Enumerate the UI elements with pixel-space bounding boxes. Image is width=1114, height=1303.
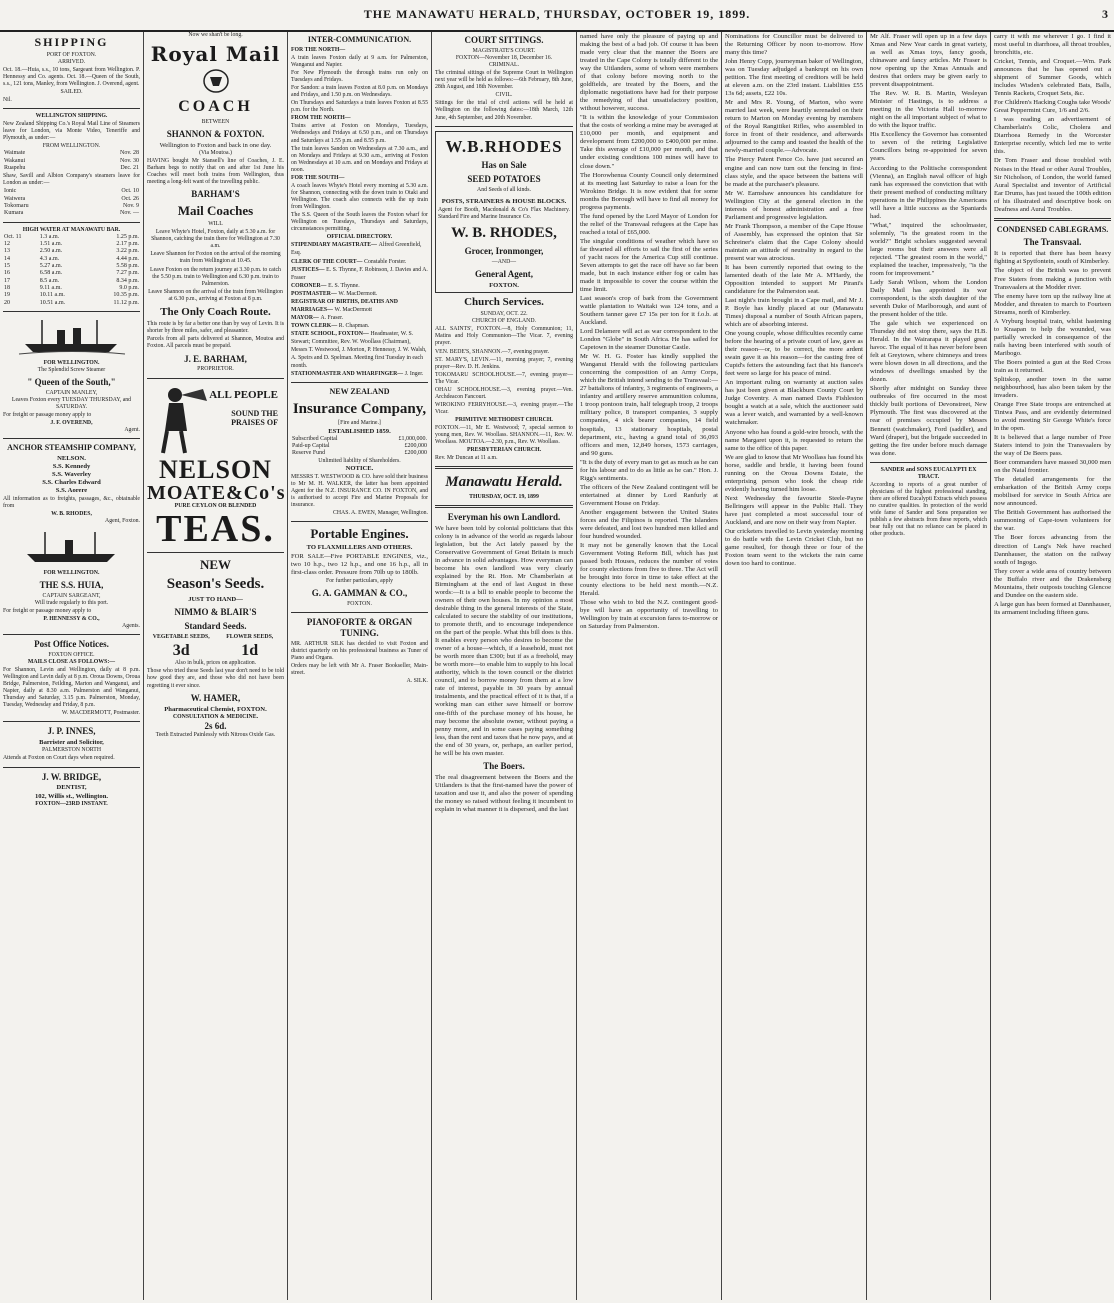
cable-item: The Boer forces advancing from the direction of Lang's Nek have reached Dannhauser, the station on the railway south of Ingogo. xyxy=(994,534,1111,566)
cable-item: A large gun has been formed at Dannhauser, its armament including fifteen guns. xyxy=(994,600,1111,616)
from-north-text: Trains arrive at Foxton on Mondays, Tuesdays, Wednesdays and Fridays at 6.50 p.m., and on Thursdays and Saturdays at 1.55 p.m. and 8.55 p.m. xyxy=(291,123,428,144)
gamman-town: FOXTON. xyxy=(347,601,372,607)
leave-2: Leave Shannon for Foxton on the arrival of the morning train from Wellington at 10.45. xyxy=(150,251,281,265)
seed-prices xyxy=(147,634,284,661)
orders-text: Orders may be left with Mr A. Fraser Bookseller, Main-street. xyxy=(291,663,428,677)
proprietor: PROPRIETOR. xyxy=(197,366,234,373)
table-row: Subscribed Capital £1,000,000. xyxy=(292,435,427,442)
piano-tuning: PIANOFORTE & ORGAN TUNING. xyxy=(306,617,413,639)
established: ESTABLISHED 1859. xyxy=(328,427,391,435)
church-entry: WIROKINO FERRYHOUSE.—3, evening prayer.—The Vicar. xyxy=(435,401,573,416)
hamer-name: W. HAMER, xyxy=(190,692,241,703)
church-entry: VEN. BEDE'S, SHANNON.—7, evening prayer. xyxy=(435,348,550,355)
cable-item: The object of the British was to prevent Free Staters from making a junction with Transvaalers at the Modder river. xyxy=(994,267,1111,291)
boers-title: The Boers. xyxy=(483,760,525,771)
list-item: STATE SCHOOL, FOXTON— Headmaster, W. S. Stewart; Committee, Rev. W. Woollass (Chairman), Messrs T. Westwood, J. Morton, P. Hennessy, J. W. Walsh, A. Speirs and D. Spelman. Meeting first Tuesday in each month. xyxy=(291,331,427,370)
moate-brand: MOATE&Co's xyxy=(147,481,286,504)
for-sale-text: FOR SALE—Five PORTABLE ENGINES, viz., two 10 h.p., two 12 h.p., and one 16 h.p., all in first-class order. Pressure from 70lb up to 180lb. xyxy=(291,552,428,576)
paragraph: Anyone who has found a gold-wire brooch, with the name Margaret upon it, is requested to return the same to the office of this paper. xyxy=(725,428,863,452)
table-row: Ionic Oct. 10 xyxy=(4,188,139,195)
silk-text: MR. ARTHUR SILK has decided to visit Foxton and district quarterly on his professional business as Tuner of Piano and Organs. xyxy=(291,641,428,662)
splendid-line: The Splendid Screw Steamer xyxy=(37,366,106,373)
court-sittings: COURT SITTINGS. xyxy=(464,35,544,45)
and-label: —AND— xyxy=(491,258,517,265)
civil-label: CIVIL. xyxy=(495,92,513,99)
teas-title: TEAS. xyxy=(156,507,275,550)
for-wellington-2: FOR WELLINGTON. xyxy=(43,569,100,576)
list-item: MAYOR— A. Fraser. xyxy=(291,314,344,321)
list-item: POSTMASTER— W. MacDermott. xyxy=(291,290,378,297)
will-label: WILL xyxy=(208,221,223,228)
foxton-instant: FOXTON—23RD INSTANT. xyxy=(35,800,108,807)
column-1 xyxy=(0,32,143,1300)
high-water-title: HIGH WATER AT MANAWATU BAR. xyxy=(22,226,121,233)
anchor-ship: NELSON. xyxy=(57,455,86,463)
sandon-2: The train leaves Sandon on Wednesdays at 7.30 a.m., and on Mondays and Fridays at 9.30 a.m., arriving at Foxton on Wednesdays at 10 a.m. and on Mondays and Fridays at noon. xyxy=(291,145,428,173)
paragraph: Shortly after midnight on Sunday three outbreaks of fire occurred in the most thickly built portions of Devonstreet, New Plymouth. The first was discovered at the rear of premises occupied by Messrs Bennett (watchmaker), Ford (saddler), and Ward (draper), but the brigade succeeded in getting the fire under before much damage was done. xyxy=(870,385,987,457)
official-directory: OFFICIAL DIRECTORY. xyxy=(326,234,393,241)
steamship-illustration xyxy=(17,530,127,566)
gamman-name: G. A. GAMMAN & CO., xyxy=(311,588,408,599)
cable-item: It is believed that a large number of Free Staters intend to join the Transvaalers by the way of De Beers pass. xyxy=(994,434,1111,458)
paragraph: "What," inquired the schoolmaster, solemnly, "is the greatest room in the world?" Bright scholars suggested several large rooms but their answers were all rejected. "The greatest room in the world," explained the teacher, impressively, "is the room for improvement." xyxy=(870,221,987,277)
sanders-text: According to reports of a great number of physicians of the highest professional standing, there are offered Eucalypti Extracts which possess no curative qualities. In protection of the world wide fame of Sander and Sons preparation we publish a few abstracts from these reports, which bear fully out that no reliance can be placed in other products. xyxy=(870,481,987,538)
paragraph: Next Wednesday the favourite Steele-Payne Bellringers will appear in the Public Hall. They have just completed a most successful tour of Auckland, and are now on their way from Napier. xyxy=(725,494,863,526)
column-8 xyxy=(991,32,1114,1300)
paragraph: Last season's crop of bark from the Government wattle plantation to Waitaki was 124 tons, and a Southern tanner gave £7 15s per ton for it f.o.b. at Auckland. xyxy=(580,295,718,327)
herald-title: Manawatu Herald. xyxy=(445,474,563,491)
paragraph: One young couple, whose difficulties recently came before the hearing of a private court of law, gave as their reason—or, to be correct, the more ardent swain gave it as his reason—for the casting free of Cupid's fetters the astounding fact that his fiancee's feet were so large for his peace of mind. xyxy=(725,330,863,378)
leave-4: Leave Shannon on the arrival of the train from Wellington at 6.30 p.m., arriving at Foxton at 8 p.m. xyxy=(148,288,283,302)
table-row: 14 4.3 a.m. 4.44 p.m. xyxy=(4,255,139,262)
church-entry: OHAU SCHOOLHOUSE.—3, evening prayer.—Ven. Archdeacon Fancourt. xyxy=(435,386,573,400)
paragraph: John Henry Copp, journeyman baker of Wellington, was on Tuesday adjudged a bankrupt on his own petition. The first meeting of creditors will be held at eleven a.m. on the 23rd instant. Liabilities £55 13s 6d; assets, £22 10s. xyxy=(725,58,863,98)
condensed-title: CONDENSED CABLEGRAMS. xyxy=(996,224,1109,234)
column-4 xyxy=(432,32,576,1300)
cable-item: Splitskop, another town in the same neighbourhood, has also been taken by the invaders. xyxy=(994,375,1111,399)
palmerston: PALMERSTON NORTH xyxy=(41,747,102,754)
shannon-foxton: SHANNON & FOXTON. xyxy=(166,129,265,140)
sailed-label: SAILED. xyxy=(60,88,83,95)
cable-item: The detailed arrangements for the embarkation of the British Army corps mobilised for service in South Africa are now announced. xyxy=(994,476,1111,508)
paragraph: His Excellency the Governor has consented to seven of the retiring Legislative Councillors being re-appointed for seven years. xyxy=(870,131,987,163)
south-text: A coach leaves Whyte's Hotel every morning at 5.30 a.m. for Shannon, connecting with the down train to Otaki and Wellington. The coach also connects with the up train from Wellington. xyxy=(291,182,428,211)
column-6 xyxy=(722,32,866,1300)
table-row: Kumara Nov. — xyxy=(4,210,139,217)
anchor-info: All information as to freights, passages, &c., obtainable from xyxy=(3,496,140,510)
paragraph: Dr Tom Fraser and those troubled with Noises in the Head or other Aural Troubles, Sir Nicholson, of London, the world famed Aural Specialist and inventor of Artificial Ear Drums, has just issued the 100th edition of his illustrated and descriptive book on Deafness and Aural Troubles. xyxy=(994,157,1111,213)
anchor-title: ANCHOR STEAMSHIP COMPANY, xyxy=(7,443,136,453)
paragraph: The fund opened by the Lord Mayor of London for the relief of the Transvaal refugees at the Cape has reached a total of £65,000. xyxy=(580,212,718,236)
list-item: CLERK OF THE COURT— Constable Forster. xyxy=(291,258,407,265)
table-row: 12 1.51 a.m. 2.17 p.m. xyxy=(4,241,139,248)
cable-item: The Boers pointed a gun at the Red Cross train as it returned. xyxy=(994,358,1111,374)
church-entry: TOKOMARU SCHOOLHOUSE.—7, evening prayer—The Vicar. xyxy=(435,371,573,385)
just-to-hand: JUST TO HAND— xyxy=(188,595,243,603)
wb-rhodes-2: W. B. RHODES, xyxy=(451,225,557,242)
anchor-ship: S.S. Kennedy xyxy=(52,463,91,471)
hennessy-name: P. HENNESSY & CO., xyxy=(43,615,100,622)
paragraph: Lord Delamere will act as war correspondent to the London "Globe" in South Africa. He has sailed for Capetown in the steamer Dunottar Castle. xyxy=(580,328,718,352)
further-particulars: For further particulars, apply xyxy=(326,577,393,584)
sanders-title: SANDER and SONS EUCALYPTI EX TRACT. xyxy=(880,466,977,480)
criminal-text: The criminal sittings of the Supreme Court in Wellington next year will be held as follows:—6th February, 8th June, 28th August, and 18th November. xyxy=(435,70,573,91)
leave-1: Leave Whyte's Hotel, Foxton, daily at 5.30 a.m. for Shannon, catching the train there for Wellington at 7.30 a.m. xyxy=(151,229,280,250)
nz-shipping-text: New Zealand Shipping Co.'s Royal Mail Line of Steamers leave for London, via Monte Video, Teneriffe and Plymouth, as under:— xyxy=(3,121,140,142)
post-notices: Post Office Notices. xyxy=(34,638,109,649)
page-number: 3 xyxy=(1102,7,1108,21)
paragraph: Cricket, Tennis, and Croquet.—Wm. Park announces that he has opened out a shipment of Summer Goods, which includes Wisden's celebrated Bats, Balls, Tennis Rackets, Croquet Sets, &c. xyxy=(994,58,1111,98)
consultation: CONSULTATION & MEDICINE. xyxy=(172,713,259,720)
table-row: Wakanui Nov. 30 xyxy=(4,157,139,164)
mails-text: For Shannon, Levin and Wellington, daily at 8 p.m. Wellington and Levin daily at 8 p.m. Oroua Downs, Oroua Bridge, Palmerston, Feilding, Marton and Wanganui, and Napier, daily at 8.30 a.m. Palmerston and Wanganui, Thursday and Saturday, 3.15 p.m. Palmerston, Monday, Tuesday, Wednesday and Friday, 8 p.m. xyxy=(3,666,140,709)
table-row: 19 10.11 a.m. 10.35 p.m. xyxy=(4,292,139,299)
wellington-shipping: WELLINGTON SHIPPING. xyxy=(35,113,108,120)
paragraph: "It is the duty of every man to get as much as he can for his labour and to do as little as he can." Hon. J. Rigg's sentiments. xyxy=(580,458,719,482)
leaves-line: Leaves Foxton every TUESDAY THURSDAY, and SATURDAY. xyxy=(11,397,132,411)
paragraph: Last night's train brought in a Cape mail, and Mr J. P. Boyle has kindly placed at our (Manawatu Times) disposal a number of South African papers, which are of absorbing interest. xyxy=(725,297,863,329)
sailed-text: Nil. xyxy=(3,97,12,103)
paragraph: According to the Politische correspondent (Vienna), an English naval officer of high rank has expressed the conviction that with their present method of conducting military operations in the Philippines the Americans will have a little success as the Spaniards had. xyxy=(870,164,987,220)
bulk-line: Also in bulk, prices on application. xyxy=(174,660,257,667)
ship-schedule-1 xyxy=(3,150,140,172)
directory-list xyxy=(291,241,428,378)
table-row: Paid-up Capital £200,000 xyxy=(292,442,427,449)
paragraph: Another engagement between the United States forces and the Filipinos is reported. The Islanders were defeated, and lost two hundred men killed and four hundred wounded. xyxy=(580,508,718,540)
paragraph: Mr W. Earnshaw announces his candidature for Wellington City at the general election in the interests of honest administration and a free Parliament and progressive legislation. xyxy=(725,189,863,221)
huia-captain: CAPTAIN SARGEANT, xyxy=(42,592,101,599)
paragraph: "It is within the knowledge of your Commission that the costs of working a mine may be averaged at £10,000 per month, and equipment and development from £200,000 to £400,000 per mine. Take this average of £10,000 per month, and that under existing conditions 100 mines will have to close down." xyxy=(580,114,718,170)
wellington-day: Wellington to Foxton and back in one day. xyxy=(159,142,272,149)
anchor-ship: S.S. Aorere xyxy=(55,487,88,495)
primitive-text: FOXTON.—11, Mr E. Westwood; 7, special sermon to young men, Rev. W. Woollass. SHANNON.—11, Rev. W. Woollass. MOUTOA.—2.30, p.m., Rev. W. Woollass. xyxy=(435,425,573,446)
flower-label: FLOWER SEEDS, xyxy=(226,633,274,640)
everyman-title: Everyman his own Landlord. xyxy=(447,511,561,522)
church-entry: ALL SAINTS', FOXTON.—8, Holy Communion; 11, Matins and Holy Communion—The Vicar. 7, evening prayer. xyxy=(435,326,573,347)
table-row: 18 9.11 a.m. 9.0 p.m. xyxy=(4,284,139,291)
presby-text: Rev. Mr Duncan at 11 a.m. xyxy=(435,455,498,462)
paragraph: carry it with me wherever I go. I find it most useful in diarrhoea, all throat troubles, bronchitis, etc. xyxy=(994,33,1111,57)
capital-table xyxy=(291,436,428,458)
seed-potatoes: SEED POTATOES xyxy=(467,174,541,185)
nelson-brand: NELSON xyxy=(159,454,272,484)
freight-line: For freight or passage money apply to xyxy=(3,412,92,419)
hennessy-agents: Agents. xyxy=(122,622,140,629)
from-north: FROM THE NORTH— xyxy=(291,115,351,122)
church-services: Church Services. xyxy=(464,295,544,308)
paragraph: Those who wish to bid the N.Z. contingent good-bye will have an opportunity of travelling to Wellington by train at excursion fares to-morrow or on Saturday from Palmerston. xyxy=(580,599,718,631)
leave-3: Leave Foxton on the return journey at 3.30 p.m. to catch the 5.50 p.m. train to Wellington and 6.30 p.m. train to Palmerston. xyxy=(150,266,281,287)
column-5 xyxy=(577,32,721,1300)
general-agent: General Agent, xyxy=(475,268,533,279)
rhodes-ad xyxy=(435,131,573,293)
standard-seeds: Standard Seeds. xyxy=(184,620,247,631)
paragraph: Our cricketers travelled to Levin yesterday morning to do battle with the Levin Cricket Club, but no game resulted, for though three or four of the Foxton team went to the wickets the rain came down too hard to continue. xyxy=(725,527,863,567)
new-label: NEW xyxy=(199,556,232,572)
table-row: Ruapehu Dec. 21 xyxy=(4,165,139,171)
via-moutoa: (Via Moutoa.) xyxy=(199,150,232,157)
those-text: Those who tried these Seeds last year don't need to be told how good they are, and those who did not have been regretting it ever since. xyxy=(147,668,284,689)
paragraph: Mr Frank Thompson, a member of the Cape House of Assembly, has expressed the opinion that Sir Schreiner's claim that the Cape Colony should maintain an attitude of neutrality in regard to the present war was atrocious. xyxy=(725,222,863,262)
postmaster: W. MACDERMOTT, Postmaster. xyxy=(61,710,140,717)
table-row: 17 8.5 a.m. 8.34 p.m. xyxy=(4,277,139,284)
paragraph: Mr Alf. Fraser will open up in a few days Xmas and New Year cards in great variety, as well as Xmas toys, fancy goods, chinaware and fancy articles. Mr Fraser is now opening up the Xmas Annuals and desires that orders may be given early to prevent disappointment. xyxy=(870,33,987,89)
list-item: JUSTICES— E. S. Thynne, F. Robinson, J. Davies and A. Fraser xyxy=(291,266,428,281)
masthead-title: THE MANAWATU HERALD, THURSDAY, OCTOBER 19, 1899. xyxy=(363,7,751,21)
trumpeter-block xyxy=(147,383,284,457)
trumpeter-figure xyxy=(151,385,211,455)
transvaal-title: The Transvaal. xyxy=(1023,237,1082,248)
unlimited: Unlimited liability of Shareholders. xyxy=(318,457,401,464)
paragraph: Lady Sarah Wilson, whom the London Daily Mail has appointed its war correspondent, is the sixth daughter of the seventh Duke of Marlborough, and aunt of the present holder of the title. xyxy=(870,278,987,319)
portable-engines: Portable Engines. xyxy=(310,525,409,541)
notice-title: NOTICE. xyxy=(345,464,374,472)
table-row: 15 5.27 a.m. 5.58 p.m. xyxy=(4,263,139,269)
rhodes-name: W. B. RHODES, xyxy=(51,511,92,518)
anchor-ship: S.S. Waverley xyxy=(52,471,91,479)
nz-insurance-label: NEW ZEALAND xyxy=(329,387,390,397)
table-row: Reserve Fund £200,000 xyxy=(292,450,427,457)
arrived-label: ARRIVED. xyxy=(57,58,86,65)
column-7 xyxy=(867,32,990,1300)
paragraph: The Rev. W. R. B. Martin, Wesleyan Minister of Hastings, is to address a meeting in the Victoria Hall to-morrow night on the all important subject of what to do with the liquor traffic. xyxy=(870,90,987,130)
paragraph: named have only the pleasure of paying up and making the best of a bad job. Of course it has been made very clear that the manner the Boers are treated in the Cape Colony is totally different to the way the Uitlanders, some of whom were members of that colony before moving north to the goldfields, are treated by the Boers, and the diplomatic negotiations have had for their purpose the remedying of that unsatisfactory position, without however, success. xyxy=(580,33,718,113)
rhodes-agent: Agent, Foxton. xyxy=(105,518,140,525)
cable-item: Orange Free State troops are entrenched at Tintwa Pass, and are evidently determined to avoid meeting Sir George White's force in the open. xyxy=(994,400,1111,433)
list-item: STIPENDIARY MAGISTRATE— Alfred Greenfield, Esq. xyxy=(291,242,422,257)
coach-title: COACH xyxy=(178,98,253,116)
queen-leaves: The S.S. Queen of the South leaves the Foxton wharf for Wellington on Tuesdays, Thursdays and Saturdays, circumstances permitting. xyxy=(291,212,428,233)
list-item: CORONER— E. S. Thynne. xyxy=(291,282,360,289)
seasons-seeds: Season's Seeds. xyxy=(166,576,265,593)
table-row: Waimate Nov. 28 xyxy=(4,150,139,157)
shaw-text: Shaw, Savill and Albion Company's steamers leave for London as under:— xyxy=(3,173,140,187)
masthead xyxy=(0,0,1114,32)
column-3 xyxy=(288,32,431,1300)
paragraph: The Horowhenua County Council only determined at its meeting last Saturday to raise a loan for the Wirokino Bridge. It is now evident that for some months the Borough will have to find all money for progress payments. xyxy=(580,171,718,211)
only-coach-text: This route is by far a better one than by way of Levin. It is shorter by three miles, safer, and pleasanter. xyxy=(147,321,284,335)
huia-trade: Will trade regularly to this port. xyxy=(34,599,109,606)
has-on-sale: Has on Sale xyxy=(481,160,527,171)
paragraph: It may not be generally known that the Local Government Voting Reform Bill, which has just passed both Houses, reduces the number of votes for county elections from five to three. The Act will be brought into force in time to take effect at the county elections to be held next month.—N.Z. Herald. xyxy=(580,541,718,598)
criminal-label: CRIMINAL. xyxy=(488,62,520,69)
paragraph: The singular conditions of weather which have so far thwarted all efforts to sail the first of the series of yacht races for the America Cup still continue. Seven attempts to get the race off have so far been made, but in each instance either fog or calm has made it impossible to cover the course within the time limit. xyxy=(580,237,718,293)
cable-item: Boer commanders have massed 30,000 men on the Natal frontier. xyxy=(994,459,1111,475)
list-item: STATIONMASTER AND WHARFINGER— J. Inger. xyxy=(291,371,424,378)
huia-title: THE S.S. HUIA, xyxy=(39,579,104,590)
plymouth: For New Plymouth the through trains run only on Tuesdays and Fridays. xyxy=(291,69,428,83)
mail-coaches: Mail Coaches xyxy=(177,203,254,219)
paragraph: The gale which we experienced on Thursday did not stop there, says the H.B. Herald. In the Wairarapa it played great havoc. The equal of it has never before been felt at Greytown, where chimneys and trees were blown down in all directions, and the windows of dwellings smashed by the dozen. xyxy=(870,320,987,384)
grocer: Grocer, Ironmonger, xyxy=(464,245,544,256)
foxton-office: FOXTON OFFICE. xyxy=(48,651,95,658)
paragraph: Mr and Mrs R. Young, of Marton, who were married last week, were heartily serenaded on their return to Marton on Monday evening by members of the Royal Rangitikei Rifles, who assembled in force in front of their residence, and afterwards adjourned to the camp and toasted the health of the newly-married couple.—Advocate. xyxy=(725,99,863,155)
parcels-text: Parcels from all parts delivered at Shannon, Moutoa and Foxton. All parcels must be prepaid. xyxy=(147,336,284,350)
jeb-name: J. E. BARHAM, xyxy=(184,353,247,364)
captain-line: CAPTAIN MANLEY, xyxy=(45,389,98,396)
table-row: 20 10.51 a.m. 11.12 p.m. xyxy=(4,299,139,306)
cable-item: The British Government has authorised the summoning of Cape-town volunteers for the war. xyxy=(994,509,1111,533)
presbyterian: PRESBYTERIAN CHURCH. xyxy=(466,447,542,454)
magistrate: MAGISTRATE'S COURT. xyxy=(472,47,536,54)
court-dates: FOXTON—November 18, December 16. xyxy=(455,55,553,62)
mails-close: MAILS CLOSE AS FOLLOWS:— xyxy=(27,658,116,665)
veg-label: VEGETABLE SEEDS, xyxy=(152,633,210,640)
for-south: FOR THE SOUTH— xyxy=(291,174,345,181)
veg-price: 3d xyxy=(172,641,190,659)
teeth-text: Teeth Extracted Painlessly with Nitrous Oxide Gas. xyxy=(155,731,276,738)
bridge-address: 102, Willis st., Wellington. xyxy=(34,792,109,800)
church-entry: ST. MARY'S, LEVIN.—11, morning prayer; 7, evening prayer—Rev. D. H. Jenkins. xyxy=(435,356,573,370)
nimmo: NIMMO & BLAIR'S xyxy=(174,606,257,617)
cable-item: A Vryburg hospital train, whilst hastening to Kraapan to help the wounded, was partially wrecked in consequence of the rails having been interfered with south of Maribogo. xyxy=(994,317,1111,357)
paragraph: Nominations for Councillor must be delivered to the Returning Officer by noon to-morrow. How many this time? xyxy=(725,33,863,57)
paragraph: We are glad to know that Mr Woollass has found his horse, saddle and bridle, it having been found running on the Oroua Downs Estate, the enterprising person who took the cheap ride evidently having turned him loose. xyxy=(725,453,863,493)
having-text: HAVING bought Mr Stansell's line of Coaches, J. E. Barham begs to notify that on and after 1st June his Coaches will meet both trains from Wellington, thus meeting a long-felt want of the travelling public. xyxy=(147,158,284,186)
barhams: BARHAM'S xyxy=(191,189,240,200)
bridge-name: J. W. BRIDGE, xyxy=(41,771,102,782)
all-people: ALL PEOPLE xyxy=(209,388,278,401)
steamship-illustration xyxy=(17,316,127,356)
for-north: FOR THE NORTH— xyxy=(291,46,346,53)
foxton-label: FOXTON. xyxy=(489,281,519,289)
paragraph: It has been currently reported that owing to the lamented death of the late Mr A. M'Hardy, the Opposition intended to support Mr Pirani's candidature for the Palmerston seat. xyxy=(725,263,863,295)
silk-sig: A. SILK. xyxy=(406,678,428,685)
thursday: On Thursdays and Saturdays a train leaves Foxton at 8.55 p.m. for the North. xyxy=(291,100,428,114)
all-kinds: And Seeds of all kinds. xyxy=(477,187,531,194)
insurance-title: Insurance Company, xyxy=(292,401,427,418)
cable-item: The enemy have torn up the railway line at Modder, and threaten to march to Fourteen Streams, north of Kimberley. xyxy=(994,292,1111,316)
civil-text: Sittings for the trial of civil actions will be held at Wellington on the following dates:—18th March, 12th June, 4th September, and 20th November. xyxy=(435,100,573,121)
fire-marine: [Fire and Marine.] xyxy=(338,420,381,427)
court-days: Attends at Foxton on Court days when required. xyxy=(3,755,115,762)
paragraph: For Children's Hacking Coughs take Woods' Great Peppermint Cure, 1/6 and 2/6. xyxy=(994,99,1111,115)
ewen-sig: CHAS. A. EWEN, Manager, Wellington. xyxy=(333,509,428,516)
wb-rhodes: W.B.RHODES xyxy=(445,136,563,156)
table-row: Waiwera Oct. 26 xyxy=(4,195,139,202)
arrived-text: Oct. 18.—Huia, s.s., 10 tons, Sargeant from Wellington. P. Hennessy and Co. agents. Oct. 18.—Queen of the South, s.s., 121 tons, Manley, from Wellington. J. Overend, agent. xyxy=(3,66,140,87)
paragraph: An important ruling on warranty at auction sales has just been given at Blackburn County Court by Judge Coventry. A man named Davis Fishleston bought a watch at a sale, which the auctioneer said was a lever watch, and warranted by a well-known watchmaker. xyxy=(725,379,863,427)
posts: POSTS, STRAINERS & HOUSE BLOCKS. xyxy=(441,198,567,206)
agent-for: Agent for Booth, Macdonald & Co's Flax Machinery. Standard Fire and Marine Insurance Co. xyxy=(438,207,570,221)
consult-price: 2s 6d. xyxy=(204,720,227,731)
crest-icon xyxy=(181,68,251,94)
herald-date: THURSDAY, OCT. 19, 1899 xyxy=(469,493,539,500)
everyman-article: We have been told by colonial politicians that this colony is in advance of the world as regards labour legislation, but the Act lately passed by the Conservative Government of Great Britain is much in advance in solid advantages. How everyman can become his own landlord was very clearly explained by the Rt. Hon. Mr Chamberlain at Birmingham at the end of last August in these words:—It is a bill to enable people to become the owners of their own houses. In my opinion a most desirable thing in the general interests of the State, calculated to secure the stability of our institutions, to promote thrift, and to encourage independence on the part of the people. What this bill does is this. It enables every person who desires to become the owner of a house—which, if a leasehold, must not be worth more than £300; but if as a freehold, may be worth more—to enable him to supply to his local authority, which is the town council or the district council, and to borrow money from them at a low rate of interest, payable in 30 years by annual instalments, and the practical effect of it is that, if a working man can either save himself or borrow one-fifth of the purchase money of his house, he may become the absolute owner, without paying a penny more, and in some cases paying something less, than the rent and taxes that he now pays, and at the end of 30 years, or, perhaps, an earlier period, he will be his own master. xyxy=(435,524,573,757)
paragraph: I was reading an advertisement of Chamberlain's Colic, Cholera and Diarrhoea Remedy in the Worcester Enterprise recently, which led me to write this. xyxy=(994,116,1111,156)
innes-name: J. P. INNES, xyxy=(47,726,96,737)
overend-agent: Agent. xyxy=(124,427,140,434)
sunday: SUNDAY, OCT. 22. xyxy=(480,311,528,318)
table-row: 13 2.50 a.m. 3.22 p.m. xyxy=(4,248,139,255)
for-wellington: FOR WELLINGTON. xyxy=(43,359,100,366)
chemist: Pharmaceutical Chemist, FOXTON. xyxy=(164,705,267,713)
port-line: PORT OF FOXTON. xyxy=(46,51,97,58)
anchor-ship: S.S. Charles Edward xyxy=(42,479,101,487)
dentist-label: DENTIST, xyxy=(56,784,87,792)
barrister: Barrister and Solicitor, xyxy=(39,739,104,747)
table-row: 16 6.58 a.m. 7.27 p.m. xyxy=(4,270,139,277)
table-row: Oct. 11 1.3 a.m. 1.25 p.m. xyxy=(4,233,139,240)
shipping-heading: SHIPPING xyxy=(34,35,109,49)
notice-text: MESSRS T. WESTWOOD & CO. have sold their business to Mr M. H. WALKER, the latter has been appointed Agent for the N.Z. INSURANCE CO. IN FOXTON, and is authorised to accept Fire and Marine Proposals for insurance. xyxy=(291,473,428,508)
to-flax: TO FLAXMILLERS AND OTHERS. xyxy=(306,543,413,551)
coe: CHURCH OF ENGLAND. xyxy=(472,318,536,325)
ship-schedule-2 xyxy=(3,188,140,217)
column-2 xyxy=(144,32,287,1300)
paragraph: Mr W. H. G. Foster has kindly supplied the Wanganui Herald with the following particulars concerning the composition of an Army Corps, which the British intend sending to the Transvaal:—27 battalions of infantry, 3 regiments of engineers, a infantry and artillery reserve ammunition columns, 1 troop pontoon train, half telegraph troop, 2 troops military police, 8 transport companies, 3 supply companies, 4 sick bearer companies, 14 field hospitals, 13 stationary hospitals, postal department, etc., having a grand total of 36,093 officers and men, 12,849 horses, 1573 carriages, and 90 guns. xyxy=(580,353,718,457)
flower-price: 1d xyxy=(241,641,259,659)
paragraph: The Piercy Patent Fence Co. have just secured an engine and can now turn out the fencing in first-class style, and the space between the battens will be made at the purchaser's pleasure. xyxy=(725,156,863,188)
now-shan: Now we shan't be long. xyxy=(188,32,243,38)
table-row: Tokomaru Nov. 9 xyxy=(4,203,139,210)
list-item: TOWN CLERK— R. Chapman. xyxy=(291,323,370,329)
list-item: REGISTRAR OF BIRTHS, DEATHS AND MARRIAGES— W. MacDermott xyxy=(291,298,398,313)
tide-table xyxy=(3,234,140,307)
primitive: PRIMITIVE METHODIST CHURCH. xyxy=(455,417,553,424)
between: BETWEEN xyxy=(201,118,230,125)
sandon: For Sandon: a train leaves Foxton at 8.0 p.m. on Mondays and Fridays, and 1.50 p.m. on Wednesdays. xyxy=(291,85,428,99)
inter-title: INTER-COMMUNICATION. xyxy=(307,35,412,44)
royal-mail: Royal Mail xyxy=(150,42,281,67)
cable-item: It is reported that there has been heavy fighting at Spytfontein, south of Kimberley. xyxy=(994,250,1111,266)
only-coach: The Only Coach Route. xyxy=(160,305,271,318)
huia-freight: For freight or passage money apply to xyxy=(3,607,92,614)
sound-praises: SOUND THE PRAISES OF xyxy=(231,408,278,428)
queen-of-south: " Queen of the South," xyxy=(27,377,116,387)
cable-item: They cover a wide area of country between the Buffalo river and the Drakensberg Mountains, their outposts touching Glencoe and Dundee on the eastern side. xyxy=(994,567,1111,599)
pure-ceylon: PURE CEYLON OR BLENDED xyxy=(174,502,257,509)
paragraph: The officers of the New Zealand contingent will be entertained at dinner by Lord Ranfurly at Government House on Friday. xyxy=(580,483,718,507)
north-train: A train leaves Foxton daily at 9 a.m. for Palmerston, Wanganui and Napier. xyxy=(291,54,428,68)
overend-name: J. F. OVEREND, xyxy=(50,420,93,427)
from-wellington: FROM WELLINGTON. xyxy=(42,143,101,150)
boers-text: The real disagreement between the Boers and the Uitlanders is that the first-named have the power of taxation and use it, and also the power of spending the money so raised without feeling it incumbent to explain in what manner it is dispersed, and the last xyxy=(435,773,573,813)
